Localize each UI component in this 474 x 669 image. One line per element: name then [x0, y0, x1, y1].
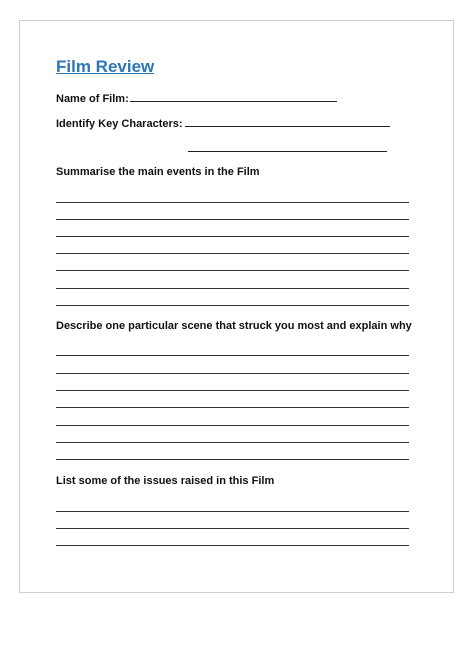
document-page	[19, 20, 454, 593]
writing-line[interactable]	[56, 219, 409, 220]
writing-line[interactable]	[56, 545, 409, 546]
writing-line[interactable]	[56, 202, 409, 203]
writing-line[interactable]	[56, 425, 409, 426]
section-heading-summary: Summarise the main events in the Film	[56, 166, 260, 178]
writing-line[interactable]	[56, 459, 409, 460]
writing-line[interactable]	[56, 373, 409, 374]
writing-line[interactable]	[56, 511, 409, 512]
name-of-film-line[interactable]	[130, 101, 337, 102]
key-characters-label: Identify Key Characters:	[56, 118, 183, 130]
writing-line[interactable]	[56, 288, 409, 289]
writing-line[interactable]	[56, 390, 409, 391]
section-heading-scene: Describe one particular scene that struck you most and explain why	[56, 320, 412, 332]
writing-line[interactable]	[56, 253, 409, 254]
writing-line[interactable]	[56, 305, 409, 306]
name-of-film-label: Name of Film:	[56, 93, 129, 105]
key-characters-line-2[interactable]	[188, 151, 387, 152]
page-title: Film Review	[56, 57, 155, 76]
writing-line[interactable]	[56, 442, 409, 443]
writing-line[interactable]	[56, 407, 409, 408]
writing-line[interactable]	[56, 270, 409, 271]
writing-line[interactable]	[56, 528, 409, 529]
writing-line[interactable]	[56, 355, 409, 356]
writing-line[interactable]	[56, 236, 409, 237]
section-heading-issues: List some of the issues raised in this Film	[56, 475, 275, 487]
key-characters-line-1[interactable]	[185, 126, 390, 127]
